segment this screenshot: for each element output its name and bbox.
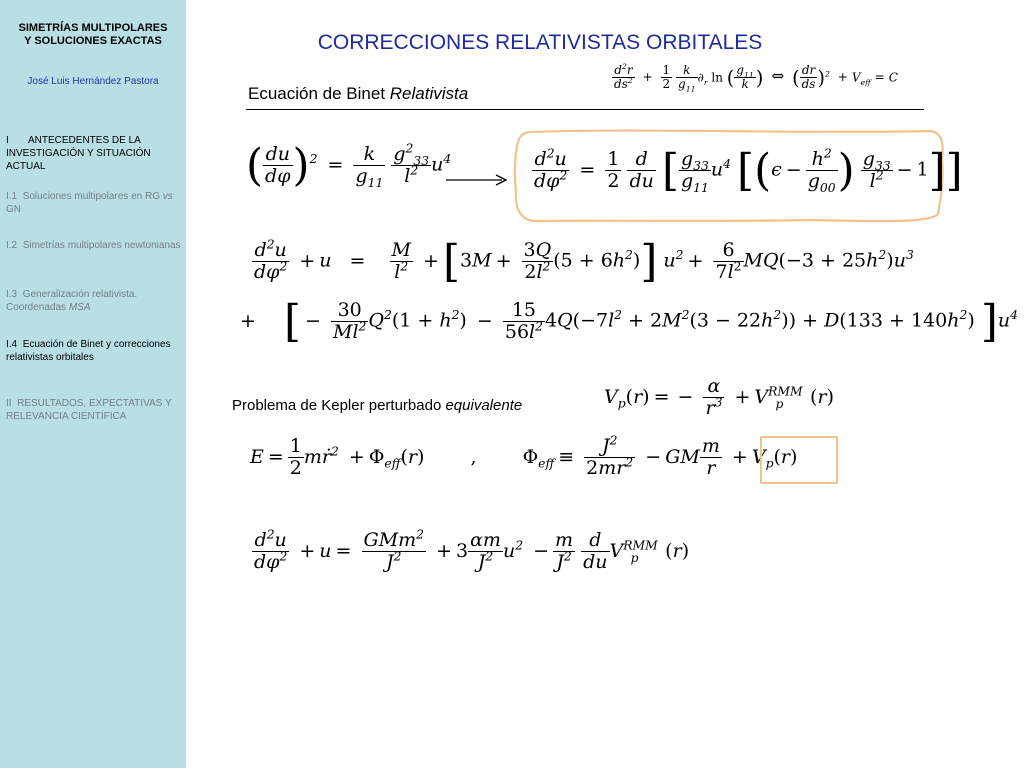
binet-equation-left: ( $\frac{du}{d\varphi}$ )$^2$ = $\frac{k}{g_{11}}$ $\frac{g^2_{33}}{l^2}$ $u^4$ <box>246 140 452 191</box>
author-name: José Luis Hernández Pastora <box>27 76 159 87</box>
sidebar <box>0 0 186 768</box>
binet-label-italic: Relativista <box>389 84 469 103</box>
double-arrow-icon: ⇔ <box>771 67 785 86</box>
kepler-label-text: Problema de Kepler perturbado <box>232 397 442 414</box>
presentation-title <box>6 22 180 48</box>
nav-item-label: RESULTADOS, EXPECTATIVAS Y RELEVANCIA CIENTÍFICA <box>6 398 172 422</box>
nav-item-label: Ecuación de Binet y correcciones relativistas orbitales <box>6 339 171 363</box>
long-right-arrow-icon <box>446 174 508 186</box>
nav-item-resultados[interactable] <box>6 397 182 423</box>
nav-item-generalizacion-relativista[interactable] <box>6 288 182 314</box>
nav-item-simetrias-newtonianas[interactable] <box>6 239 182 252</box>
binet-label-text: Ecuación de Binet <box>248 84 386 103</box>
binet-header-equation: $\frac{d^2r}{ds^2}$ + $\frac{1}{2}$ $\frac{k}{g_{11}}$ $\partial_r$ ln ( $\frac{g_{11}}{k}$ ) ⇔ ( $\frac{dr}{ds}$ )$^2 + V_{eff} = C$ <box>614 62 898 94</box>
expanded-binet-equation-line1: $\frac{d^2u}{d\varphi^2}$ + u = $\frac{M}{l^2}$ +[3M + $\frac{3Q}{2l^2}$ $(5 + 6h^2)$] $u^2$ + $\frac{6}{7l^2}$ $MQ(-3 + 25h^2)u^3$ <box>254 236 914 287</box>
nav-item-number: I.2 <box>6 240 18 251</box>
nav-item-label-end: GN <box>6 204 21 215</box>
nav-item-number: I.1 <box>6 191 18 202</box>
nav-item-number: I.4 <box>6 339 18 350</box>
presentation-title-line1: SIMETRÍAS MULTIPOLARES <box>18 22 168 34</box>
title-divider <box>246 109 924 110</box>
nav-item-label-italic: MSA <box>68 302 91 313</box>
nav-item-ecuacion-binet[interactable] <box>6 338 182 364</box>
nav-item-number: II <box>6 398 12 409</box>
slide-title: CORRECCIONES RELATIVISTAS ORBITALES <box>317 31 763 54</box>
nav-item-antecedentes[interactable] <box>6 134 182 173</box>
energy-equation: E = $\frac{1}{2}$ mṙ$^2$ + $\Phi_{eff}(r)$ , $\Phi_{eff}$ ≡ $\frac{J^2}{2mr^2}$ − GM $\frac{m}{r}$ + $V_p(r)$ <box>250 433 798 480</box>
kepler-problem-label <box>232 397 522 414</box>
nav-item-label-cont: INVESTIGACIÓN Y SITUACIÓN ACTUAL <box>6 148 151 172</box>
binet-equation-right: $\frac{d^2u}{d\varphi^2}$ = $\frac{1}{2}$ $\frac{d}{du}$ [ $\frac{g_{33}}{g_{11}}$ $u^4$ [(ϵ − $\frac{h^2}{g_{00}}$ ) $\frac{g_{33}}{l^2}$ − 1]] <box>534 145 963 196</box>
nav-item-number: I.3 <box>6 289 18 300</box>
nav-item-label: ANTECEDENTES DE LA <box>28 135 141 146</box>
nav-item-label: Simetrías multipolares newtonianas <box>22 240 181 251</box>
kepler-label-italic: equivalente <box>445 397 523 414</box>
perturbing-potential-equation: $V_p(r)$ = − $\frac{\alpha}{r^3}$ + $V^{RMM}_p$ (r) <box>604 375 834 420</box>
perturbed-binet-equation: $\frac{d^2u}{d\varphi^2}$ + u = GMm$^2$ $J^2$ + 3 $\frac{\alpha m}{J^2}$ $u^2$ − $\frac{m}{J^2}$ $\frac{d}{du}$ $V^{RMM}_p$ (r) <box>254 527 690 574</box>
expanded-binet-equation-line2: + [ − $\frac{30}{Ml^2}$ $Q^2(1 + h^2)$ − $\frac{15}{56l^2}$ $4Q(-7l^2 + 2M^2(3 - 22h^2)) + D(133 + 140h^2)$ ]$u^4$ <box>240 296 1018 347</box>
nav-item-label: Soluciones multipolares en RG <box>22 191 160 202</box>
binet-equation-label <box>248 84 468 104</box>
nav-item-label-italic: vs <box>162 191 173 202</box>
potential-highlight-box <box>760 436 838 484</box>
nav-item-label: Generalización relativista. Coordenadas <box>6 289 138 313</box>
nav-item-soluciones-multipolares[interactable] <box>6 190 182 216</box>
nav-item-number: I <box>6 135 9 146</box>
presentation-title-line2: Y SOLUCIONES EXACTAS <box>24 35 162 47</box>
